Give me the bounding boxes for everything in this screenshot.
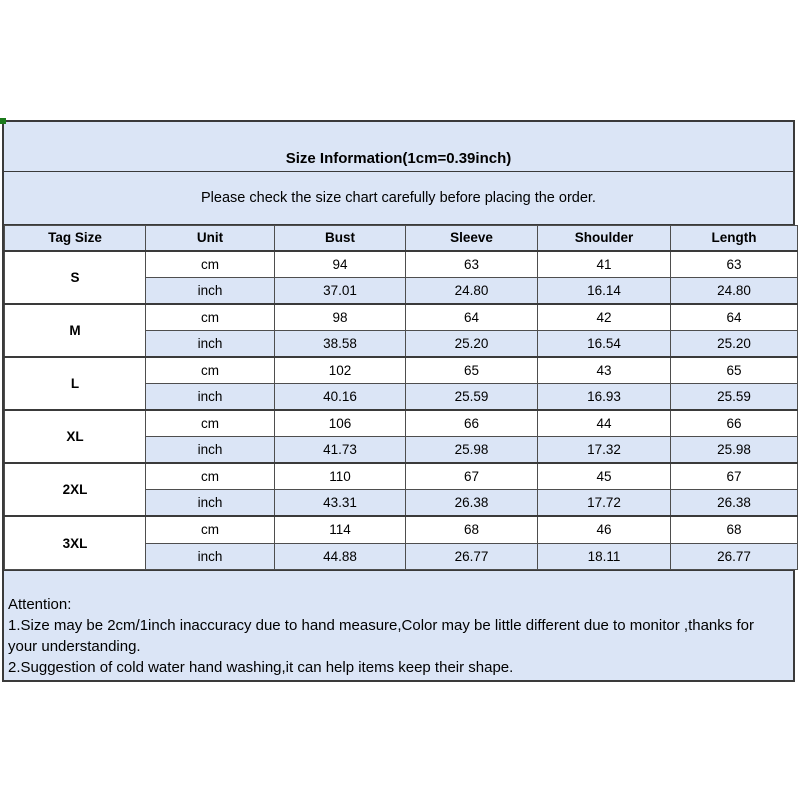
- measurement-cell: 43.31: [275, 490, 406, 517]
- chart-title: Size Information(1cm=0.39inch): [4, 122, 793, 172]
- measurement-cell: 94: [275, 251, 406, 278]
- measurement-cell: 45: [538, 463, 671, 490]
- size-chart-table: [2, 120, 795, 682]
- measurement-cell: 24.80: [671, 277, 798, 304]
- measurement-cell: 66: [671, 410, 798, 437]
- table-row: [5, 463, 798, 490]
- measurement-cell: 114: [275, 516, 406, 543]
- column-header-length: Length: [671, 226, 798, 251]
- measurement-cell: 64: [406, 304, 538, 331]
- measurement-cell: 44.88: [275, 543, 406, 570]
- tag-size-cell: S: [5, 251, 146, 304]
- measurement-cell: 106: [275, 410, 406, 437]
- tag-size-cell: M: [5, 304, 146, 357]
- unit-cell: inch: [146, 277, 275, 304]
- size-table: [4, 225, 798, 570]
- measurement-cell: 46: [538, 516, 671, 543]
- measurement-cell: 63: [671, 251, 798, 278]
- measurement-cell: 25.59: [671, 383, 798, 410]
- measurement-cell: 110: [275, 463, 406, 490]
- measurement-cell: 25.20: [671, 330, 798, 357]
- measurement-cell: 25.98: [671, 437, 798, 464]
- measurement-cell: 44: [538, 410, 671, 437]
- unit-cell: inch: [146, 437, 275, 464]
- attention-section: [4, 570, 793, 680]
- unit-cell: cm: [146, 410, 275, 437]
- measurement-cell: 41: [538, 251, 671, 278]
- measurement-cell: 26.77: [406, 543, 538, 570]
- table-row: [5, 410, 798, 437]
- measurement-cell: 63: [406, 251, 538, 278]
- tag-size-cell: 2XL: [5, 463, 146, 516]
- measurement-cell: 66: [406, 410, 538, 437]
- measurement-cell: 98: [275, 304, 406, 331]
- measurement-cell: 64: [671, 304, 798, 331]
- measurement-cell: 16.54: [538, 330, 671, 357]
- measurement-cell: 42: [538, 304, 671, 331]
- measurement-cell: 41.73: [275, 437, 406, 464]
- column-header-tag-size: Tag Size: [5, 226, 146, 251]
- tag-size-cell: XL: [5, 410, 146, 463]
- measurement-cell: 65: [406, 357, 538, 384]
- unit-cell: inch: [146, 330, 275, 357]
- unit-cell: cm: [146, 304, 275, 331]
- measurement-cell: 16.93: [538, 383, 671, 410]
- measurement-cell: 67: [406, 463, 538, 490]
- measurement-cell: 38.58: [275, 330, 406, 357]
- measurement-cell: 17.72: [538, 490, 671, 517]
- unit-cell: inch: [146, 383, 275, 410]
- column-header-sleeve: Sleeve: [406, 226, 538, 251]
- tag-size-cell: L: [5, 357, 146, 410]
- measurement-cell: 24.80: [406, 277, 538, 304]
- measurement-cell: 26.38: [406, 490, 538, 517]
- measurement-cell: 26.38: [671, 490, 798, 517]
- measurement-cell: 68: [671, 516, 798, 543]
- measurement-cell: 43: [538, 357, 671, 384]
- unit-cell: cm: [146, 357, 275, 384]
- measurement-cell: 102: [275, 357, 406, 384]
- measurement-cell: 17.32: [538, 437, 671, 464]
- size-table-body: [5, 251, 798, 570]
- tag-size-cell: 3XL: [5, 516, 146, 569]
- measurement-cell: 18.11: [538, 543, 671, 570]
- unit-cell: cm: [146, 251, 275, 278]
- measurement-cell: 67: [671, 463, 798, 490]
- excel-error-corner-marker: [0, 118, 6, 124]
- column-header-bust: Bust: [275, 226, 406, 251]
- column-header-shoulder: Shoulder: [538, 226, 671, 251]
- measurement-cell: 37.01: [275, 277, 406, 304]
- unit-cell: inch: [146, 490, 275, 517]
- unit-cell: cm: [146, 516, 275, 543]
- measurement-cell: 25.98: [406, 437, 538, 464]
- unit-cell: cm: [146, 463, 275, 490]
- measurement-cell: 65: [671, 357, 798, 384]
- measurement-cell: 16.14: [538, 277, 671, 304]
- measurement-cell: 25.59: [406, 383, 538, 410]
- table-row: [5, 516, 798, 543]
- header-row: [5, 226, 798, 251]
- attention-note: 2.Suggestion of cold water hand washing,it can help items keep their shape.: [8, 659, 514, 677]
- measurement-cell: 26.77: [671, 543, 798, 570]
- column-header-unit: Unit: [146, 226, 275, 251]
- attention-heading: Attention:: [8, 596, 72, 614]
- table-row: [5, 251, 798, 278]
- table-row: [5, 304, 798, 331]
- measurement-cell: 40.16: [275, 383, 406, 410]
- attention-note: 1.Size may be 2cm/1inch inaccuracy due to hand measure,Color may be little different due to monitor ,thanks for your understanding.: [8, 617, 754, 656]
- table-row: [5, 357, 798, 384]
- measurement-cell: 68: [406, 516, 538, 543]
- chart-subtitle: Please check the size chart carefully before placing the order.: [4, 172, 793, 225]
- unit-cell: inch: [146, 543, 275, 570]
- measurement-cell: 25.20: [406, 330, 538, 357]
